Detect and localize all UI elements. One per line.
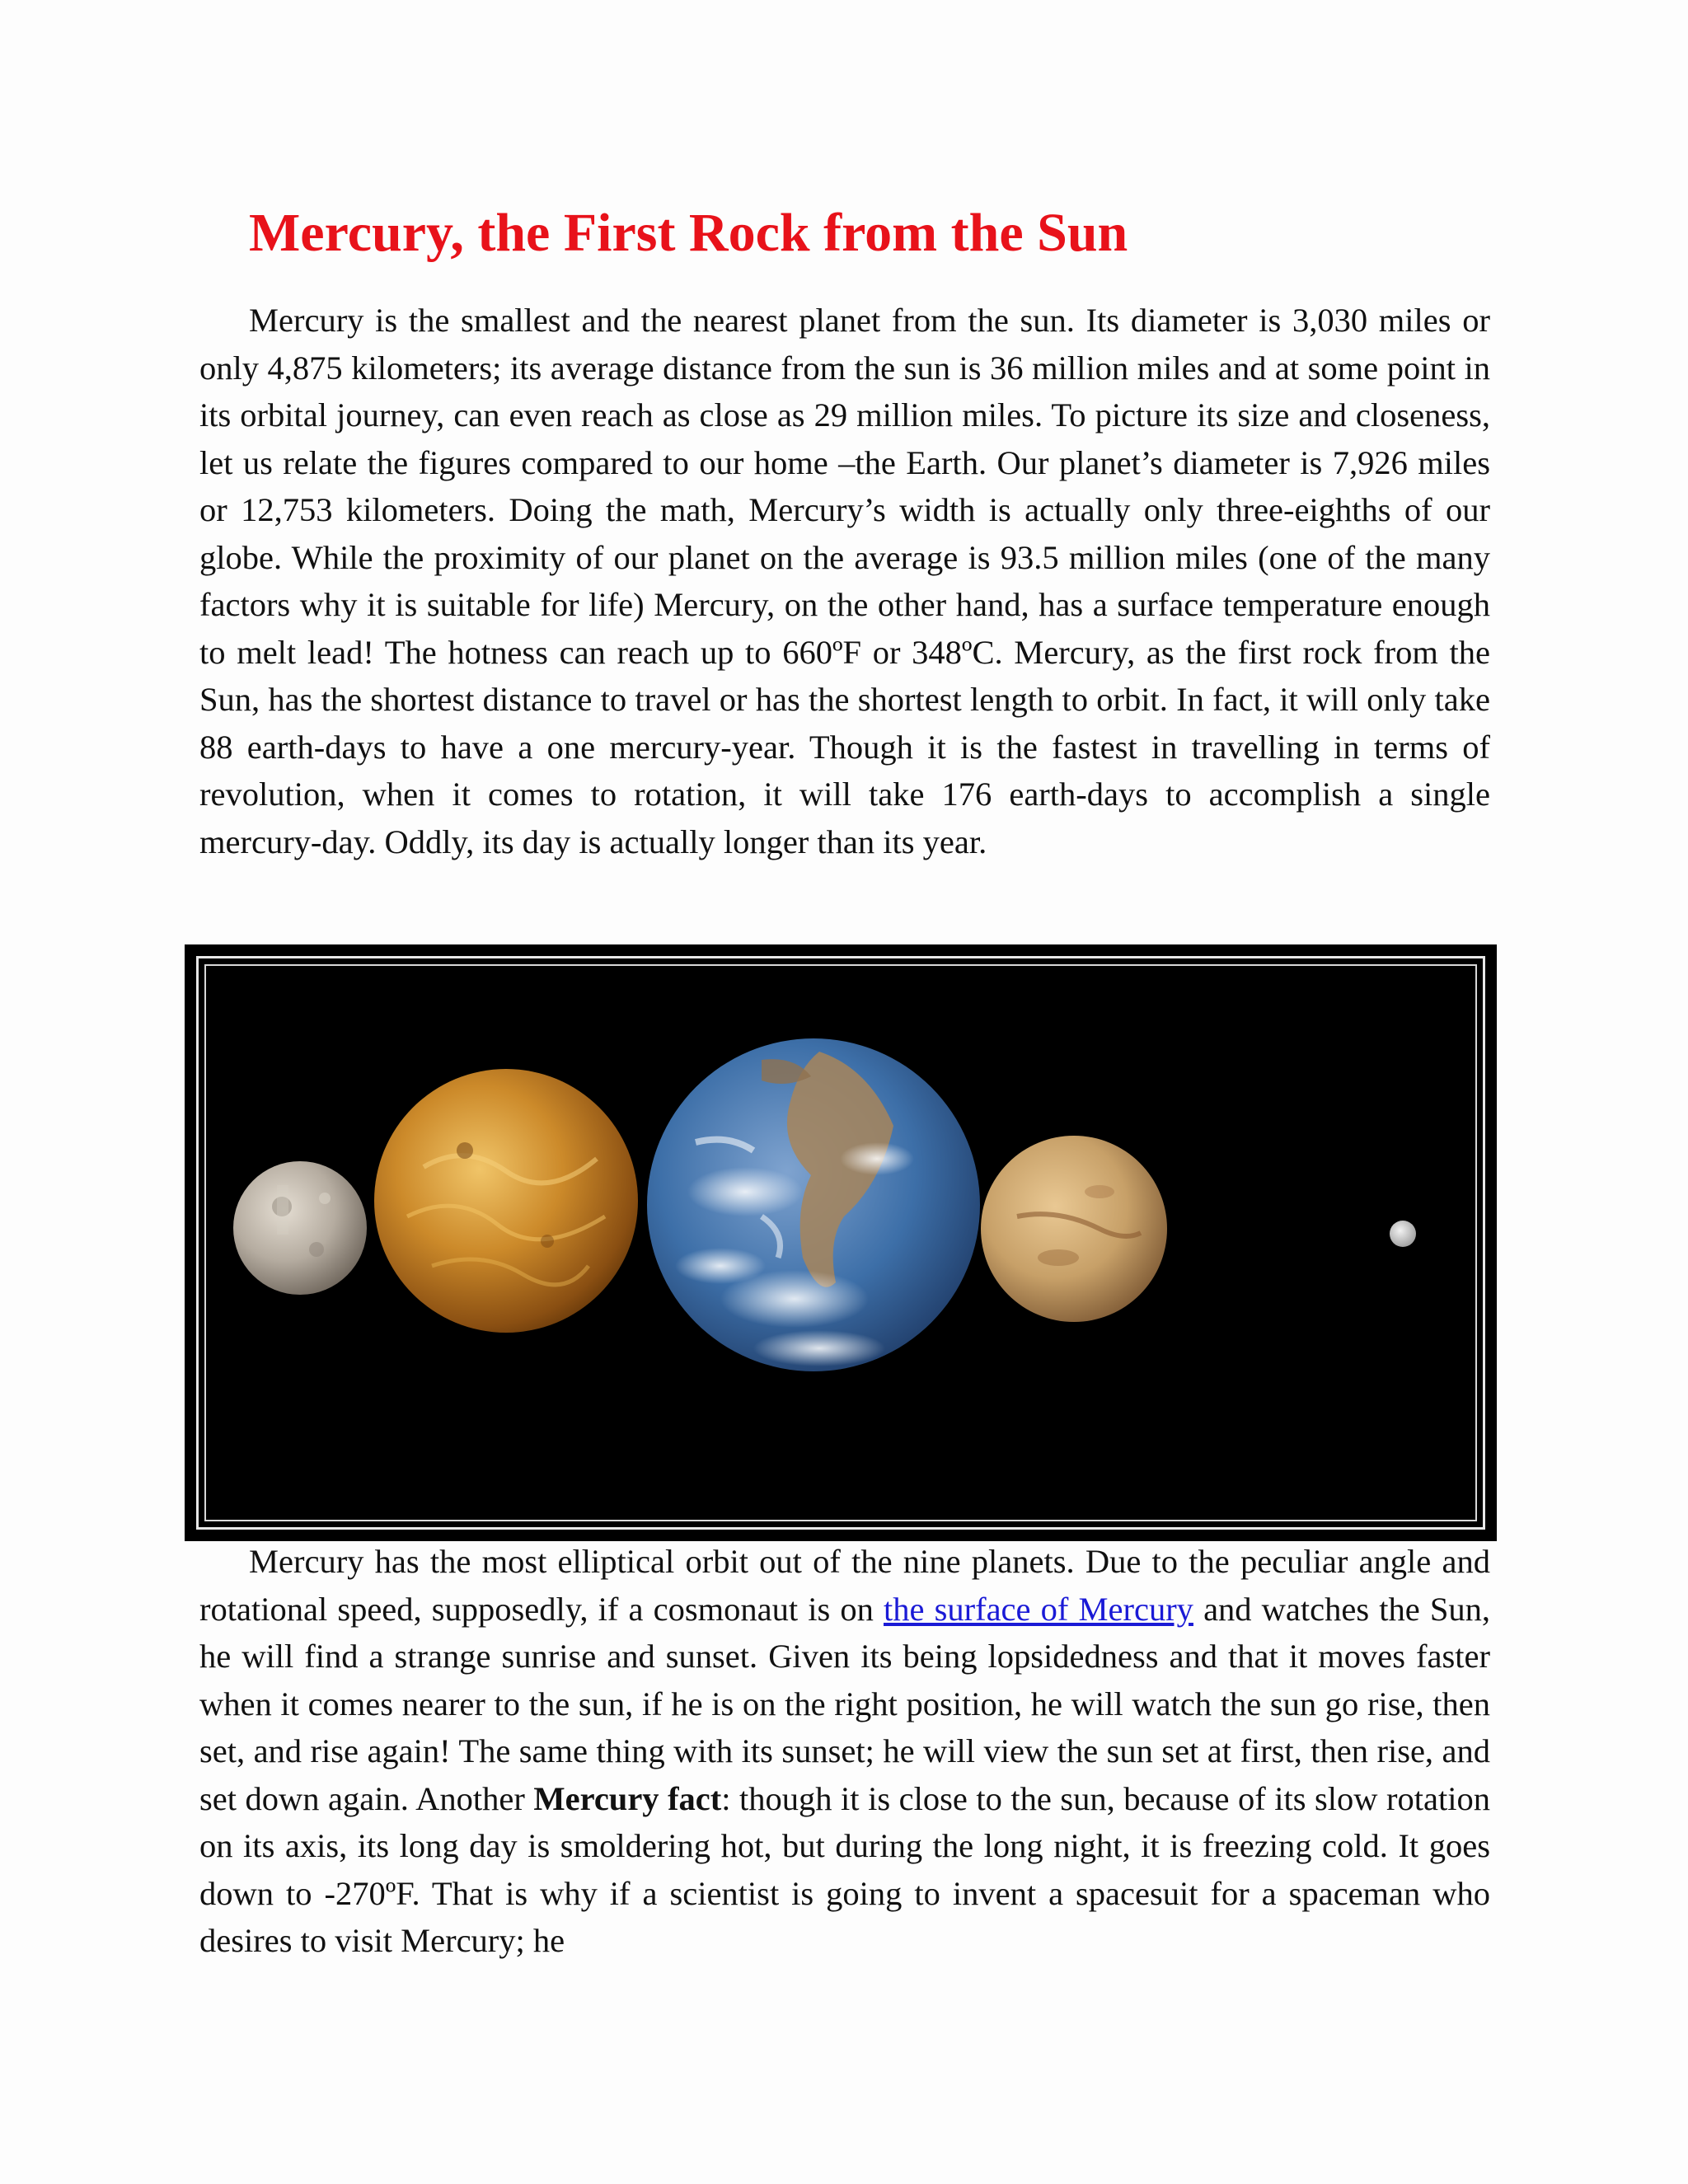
paragraph-2-text-3: : though it is close to the sun, because of its slow rotation on its axis, its long day is smoldering hot, but during the long night, it is freezing cold. It goes down to -270ºF. That is why if a scientist is going to invent a spacesuit for a spaceman who desires to visit Mercury; he [199,1779,1490,1959]
surface-of-mercury-link[interactable]: the surface of Mercury [883,1590,1193,1628]
mercury-planet [233,1161,367,1295]
planets-figure [185,944,1497,1541]
paragraph-2-text-2: and watches the Sun, he will find a strange sunrise and sunset. Given its being lopsidedness and that it moves faster when it comes nearer to the sun, if he is on the right position, he will watch the sun go rise, then set, and rise again! The same thing with its sunset; he will view the sun set at first, then rise, and set down again. Another [199,1590,1490,1817]
paragraph-2-text-1: Mercury has the most elliptical orbit out of the nine planets. Due to the peculiar angle and rotational speed, supposedly, if a cosmonaut is on [199,1543,1490,1628]
paragraph-1: Mercury is the smallest and the nearest planet from the sun. Its diameter is 3,030 miles or only 4,875 kilometers; its average distance from the sun is 36 million miles and at some point in its orbital journey, can even reach as close as 29 million miles. To picture its size and closeness, let us relate the figures compared to our home –the Earth. Our planet’s diameter is 7,926 miles or 12,753 kilometers. Doing the math, Mercury’s width is actually only three-eighths of our globe. While the proximity of our planet on the average is 93.5 million miles (one of the many factors why it is suitable for life) Mercury, on the other hand, has a surface temperature enough to melt lead! The hotness can reach up to 660ºF or 348ºC. Mercury, as the first rock from the Sun, has the shortest distance to travel or has the shortest length to orbit. In fact, it will only take 88 earth-days to have a one mercury-year. Though it is the fastest in travelling in terms of revolution, when it comes to rotation, it will take 176 earth-days to accomplish a single mercury-day. Oddly, its day is actually longer than its year. [199,302,1490,860]
venus-planet [374,1069,638,1333]
paragraph-2 [199,1538,1490,1965]
planets-image [185,944,1497,1541]
mars-planet [981,1136,1167,1322]
mercury-fact-bold: Mercury fact [533,1779,722,1817]
page-title: Mercury, the First Rock from the Sun [249,203,1128,263]
earth-planet [647,1038,980,1371]
moon-body [1390,1221,1416,1247]
